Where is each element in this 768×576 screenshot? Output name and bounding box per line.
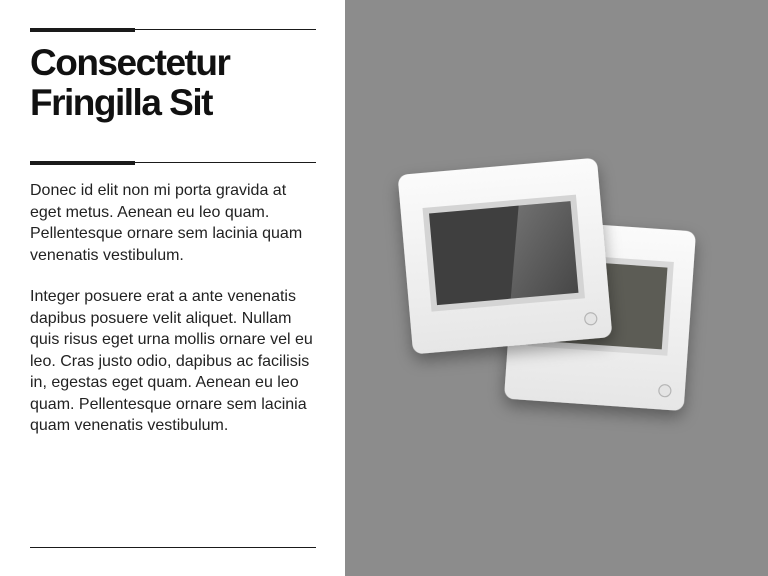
bottom-divider — [30, 547, 316, 548]
front-slide — [398, 158, 613, 355]
middle-accent-bar — [30, 161, 135, 165]
title-line-1: Consectetur — [30, 42, 230, 83]
text-panel — [0, 0, 345, 576]
top-accent-bar — [30, 28, 135, 32]
front-slide-hole — [584, 312, 597, 325]
photo-slides-icon — [345, 0, 768, 576]
body-paragraph-2: Integer posuere erat a ante venenatis dapibus posuere velit aliquet. Nullam quis risus eget urna mollis ornare vel eu leo. Cras justo odio, dapibus ac facilisis in, egestas eget quam. Aenean eu leo quam. Pellentesque ornare sem lacinia quam venenatis vestibulum. — [30, 288, 313, 434]
title-line-2: Fringilla Sit — [30, 82, 212, 123]
body-paragraph-1: Donec id elit non mi porta gravida at eget metus. Aenean eu leo quam. Pellentesque ornare sem lacinia quam venenatis vestibulum. — [30, 182, 303, 264]
image-panel — [345, 0, 768, 576]
back-slide-hole — [658, 384, 671, 397]
slide-title — [30, 43, 330, 123]
